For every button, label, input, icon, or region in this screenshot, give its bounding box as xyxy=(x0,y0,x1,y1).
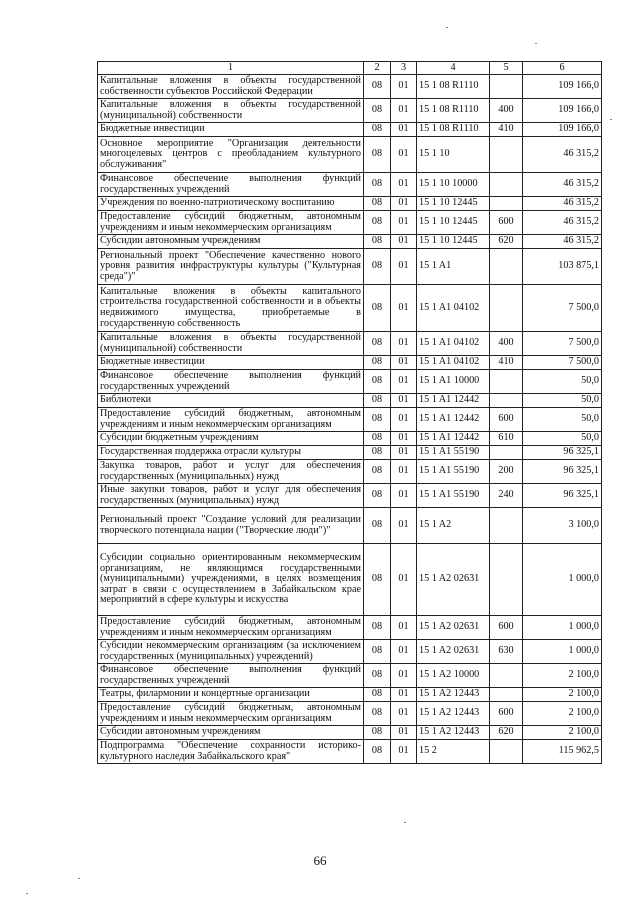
subsection-code: 01 xyxy=(391,197,417,211)
section-code: 08 xyxy=(364,137,391,173)
row-name: Подпрограмма "Обеспечение сохранности историко-культурного наследия Забайкальского края" xyxy=(98,740,364,764)
table-row xyxy=(98,249,602,285)
subsection-code: 01 xyxy=(391,544,417,616)
row-name: Финансовое обеспечение выполнения функций государственных учреждений xyxy=(98,370,364,394)
expense-type-code: 600 xyxy=(490,616,523,640)
expense-type-code: 400 xyxy=(490,99,523,123)
target-article-code: 15 1 A1 xyxy=(417,249,490,285)
budget-table xyxy=(97,61,602,764)
table-row xyxy=(98,235,602,249)
section-code: 08 xyxy=(364,370,391,394)
header-cell: 3 xyxy=(391,62,417,75)
table-row xyxy=(98,408,602,432)
expense-type-code xyxy=(490,544,523,616)
subsection-code: 01 xyxy=(391,688,417,702)
row-name: Театры, филармонии и концертные организации xyxy=(98,688,364,702)
row-name: Субсидии социально ориентированным некоммерческим организациям, не являющимся государственными (муниципальными) учреждениями, в целях возмещения затрат в связи с осуществлением в Забайкальском крае мероприятий в сфере культуры и искусства xyxy=(98,544,364,616)
subsection-code: 01 xyxy=(391,370,417,394)
subsection-code: 01 xyxy=(391,356,417,370)
section-code: 08 xyxy=(364,460,391,484)
target-article-code: 15 1 A1 55190 xyxy=(417,484,490,508)
section-code: 08 xyxy=(364,508,391,544)
row-name: Учреждения по военно-патриотическому воспитанию xyxy=(98,197,364,211)
subsection-code: 01 xyxy=(391,616,417,640)
table-row xyxy=(98,446,602,460)
target-article-code: 15 1 10 10000 xyxy=(417,173,490,197)
expense-type-code xyxy=(490,173,523,197)
amount: 7 500,0 xyxy=(523,285,602,332)
table-row xyxy=(98,75,602,99)
row-name: Государственная поддержка отрасли культуры xyxy=(98,446,364,460)
subsection-code: 01 xyxy=(391,484,417,508)
header-cell: 5 xyxy=(490,62,523,75)
row-name: Капитальные вложения в объекты государственной (муниципальной) собственности xyxy=(98,99,364,123)
target-article-code: 15 1 A2 12443 xyxy=(417,726,490,740)
expense-type-code xyxy=(490,740,523,764)
table-row xyxy=(98,616,602,640)
table-row xyxy=(98,702,602,726)
expense-type-code: 610 xyxy=(490,432,523,446)
amount: 1 000,0 xyxy=(523,544,602,616)
target-article-code: 15 2 xyxy=(417,740,490,764)
subsection-code: 01 xyxy=(391,394,417,408)
target-article-code: 15 1 A1 12442 xyxy=(417,432,490,446)
section-code: 08 xyxy=(364,726,391,740)
expense-type-code xyxy=(490,688,523,702)
row-name: Предоставление субсидий бюджетным, автономным учреждениям и иным некоммерческим организациям xyxy=(98,616,364,640)
subsection-code: 01 xyxy=(391,726,417,740)
expense-type-code: 620 xyxy=(490,235,523,249)
target-article-code: 15 1 A1 12442 xyxy=(417,394,490,408)
section-code: 08 xyxy=(364,740,391,764)
target-article-code: 15 1 08 R1110 xyxy=(417,123,490,137)
table-row xyxy=(98,173,602,197)
table-row xyxy=(98,688,602,702)
expense-type-code xyxy=(490,75,523,99)
row-name: Региональный проект "Создание условий для реализации творческого потенциала нации ("Творческие люди")" xyxy=(98,508,364,544)
table-row xyxy=(98,356,602,370)
section-code: 08 xyxy=(364,484,391,508)
amount: 3 100,0 xyxy=(523,508,602,544)
target-article-code: 15 1 A2 10000 xyxy=(417,664,490,688)
section-code: 08 xyxy=(364,702,391,726)
expense-type-code xyxy=(490,664,523,688)
scan-speck xyxy=(78,878,80,879)
target-article-code: 15 1 10 xyxy=(417,137,490,173)
header-cell: 6 xyxy=(523,62,602,75)
subsection-code: 01 xyxy=(391,664,417,688)
expense-type-code: 410 xyxy=(490,123,523,137)
amount: 50,0 xyxy=(523,432,602,446)
target-article-code: 15 1 A1 55190 xyxy=(417,460,490,484)
header-cell: 4 xyxy=(417,62,490,75)
amount: 2 100,0 xyxy=(523,664,602,688)
scan-speck xyxy=(404,822,406,823)
section-code: 08 xyxy=(364,432,391,446)
header-cell: 2 xyxy=(364,62,391,75)
subsection-code: 01 xyxy=(391,740,417,764)
amount: 103 875,1 xyxy=(523,249,602,285)
expense-type-code xyxy=(490,137,523,173)
subsection-code: 01 xyxy=(391,75,417,99)
subsection-code: 01 xyxy=(391,123,417,137)
target-article-code: 15 1 A2 12443 xyxy=(417,702,490,726)
expense-type-code: 600 xyxy=(490,702,523,726)
expense-type-code xyxy=(490,370,523,394)
section-code: 08 xyxy=(364,285,391,332)
expense-type-code: 410 xyxy=(490,356,523,370)
expense-type-code: 630 xyxy=(490,640,523,664)
target-article-code: 15 1 A1 04102 xyxy=(417,332,490,356)
section-code: 08 xyxy=(364,75,391,99)
expense-type-code xyxy=(490,394,523,408)
scan-speck xyxy=(535,43,537,44)
row-name: Капитальные вложения в объекты капитального строительства государственной собственности и в объекты недвижимого имущества, приобретаемые в государственную собственность xyxy=(98,285,364,332)
amount: 50,0 xyxy=(523,370,602,394)
expense-type-code: 400 xyxy=(490,332,523,356)
row-name: Предоставление субсидий бюджетным, автономным учреждениям и иным некоммерческим организациям xyxy=(98,702,364,726)
table-body xyxy=(98,75,602,764)
section-code: 08 xyxy=(364,249,391,285)
amount: 109 166,0 xyxy=(523,99,602,123)
table-row xyxy=(98,484,602,508)
target-article-code: 15 1 A1 10000 xyxy=(417,370,490,394)
amount: 109 166,0 xyxy=(523,75,602,99)
row-name: Субсидии автономным учреждениям xyxy=(98,235,364,249)
expense-type-code: 240 xyxy=(490,484,523,508)
amount: 1 000,0 xyxy=(523,640,602,664)
subsection-code: 01 xyxy=(391,640,417,664)
expense-type-code: 200 xyxy=(490,460,523,484)
subsection-code: 01 xyxy=(391,235,417,249)
row-name: Субсидии автономным учреждениям xyxy=(98,726,364,740)
amount: 115 962,5 xyxy=(523,740,602,764)
target-article-code: 15 1 10 12445 xyxy=(417,211,490,235)
table-row xyxy=(98,197,602,211)
table-row xyxy=(98,370,602,394)
target-article-code: 15 1 08 R1110 xyxy=(417,75,490,99)
expense-type-code: 620 xyxy=(490,726,523,740)
target-article-code: 15 1 A1 04102 xyxy=(417,285,490,332)
amount: 46 315,2 xyxy=(523,173,602,197)
amount: 46 315,2 xyxy=(523,197,602,211)
subsection-code: 01 xyxy=(391,508,417,544)
target-article-code: 15 1 10 12445 xyxy=(417,235,490,249)
amount: 2 100,0 xyxy=(523,688,602,702)
section-code: 08 xyxy=(364,664,391,688)
amount: 2 100,0 xyxy=(523,726,602,740)
expense-type-code xyxy=(490,285,523,332)
row-name: Финансовое обеспечение выполнения функций государственных учреждений xyxy=(98,173,364,197)
section-code: 08 xyxy=(364,197,391,211)
table-row xyxy=(98,640,602,664)
subsection-code: 01 xyxy=(391,249,417,285)
table-row xyxy=(98,664,602,688)
subsection-code: 01 xyxy=(391,446,417,460)
row-name: Капитальные вложения в объекты государственной (муниципальной) собственности xyxy=(98,332,364,356)
subsection-code: 01 xyxy=(391,332,417,356)
expense-type-code xyxy=(490,249,523,285)
table-row xyxy=(98,432,602,446)
amount: 109 166,0 xyxy=(523,123,602,137)
amount: 46 315,2 xyxy=(523,137,602,173)
section-code: 08 xyxy=(364,544,391,616)
expense-type-code xyxy=(490,197,523,211)
target-article-code: 15 1 A2 02631 xyxy=(417,640,490,664)
expense-type-code: 600 xyxy=(490,408,523,432)
table-row xyxy=(98,394,602,408)
section-code: 08 xyxy=(364,408,391,432)
subsection-code: 01 xyxy=(391,460,417,484)
target-article-code: 15 1 10 12445 xyxy=(417,197,490,211)
table-row xyxy=(98,99,602,123)
table-row xyxy=(98,211,602,235)
subsection-code: 01 xyxy=(391,137,417,173)
subsection-code: 01 xyxy=(391,173,417,197)
header-cell: 1 xyxy=(98,62,364,75)
amount: 2 100,0 xyxy=(523,702,602,726)
row-name: Библиотеки xyxy=(98,394,364,408)
amount: 1 000,0 xyxy=(523,616,602,640)
table-row xyxy=(98,508,602,544)
subsection-code: 01 xyxy=(391,285,417,332)
subsection-code: 01 xyxy=(391,99,417,123)
amount: 50,0 xyxy=(523,408,602,432)
amount: 96 325,1 xyxy=(523,446,602,460)
page-number: 66 xyxy=(313,853,327,868)
table-row xyxy=(98,123,602,137)
section-code: 08 xyxy=(364,99,391,123)
section-code: 08 xyxy=(364,356,391,370)
row-name: Предоставление субсидий бюджетным, автономным учреждениям и иным некоммерческим организациям xyxy=(98,211,364,235)
target-article-code: 15 1 A2 02631 xyxy=(417,616,490,640)
table-row xyxy=(98,544,602,616)
target-article-code: 15 1 A2 12443 xyxy=(417,688,490,702)
amount: 96 325,1 xyxy=(523,484,602,508)
amount: 96 325,1 xyxy=(523,460,602,484)
section-code: 08 xyxy=(364,616,391,640)
amount: 7 500,0 xyxy=(523,356,602,370)
target-article-code: 15 1 A2 xyxy=(417,508,490,544)
subsection-code: 01 xyxy=(391,211,417,235)
expense-type-code xyxy=(490,508,523,544)
section-code: 08 xyxy=(364,640,391,664)
section-code: 08 xyxy=(364,394,391,408)
row-name: Закупка товаров, работ и услуг для обеспечения государственных (муниципальных) нужд xyxy=(98,460,364,484)
section-code: 08 xyxy=(364,446,391,460)
section-code: 08 xyxy=(364,211,391,235)
header-row xyxy=(98,62,602,75)
subsection-code: 01 xyxy=(391,432,417,446)
section-code: 08 xyxy=(364,173,391,197)
amount: 7 500,0 xyxy=(523,332,602,356)
expense-type-code: 600 xyxy=(490,211,523,235)
subsection-code: 01 xyxy=(391,702,417,726)
target-article-code: 15 1 08 R1110 xyxy=(417,99,490,123)
row-name: Основное мероприятие "Организация деятельности многоцелевых центров с преобладанием культурного обслуживания" xyxy=(98,137,364,173)
table-row xyxy=(98,285,602,332)
scan-speck xyxy=(26,893,28,894)
amount: 46 315,2 xyxy=(523,235,602,249)
table-row xyxy=(98,726,602,740)
row-name: Бюджетные инвестиции xyxy=(98,123,364,137)
row-name: Иные закупки товаров, работ и услуг для обеспечения государственных (муниципальных) нужд xyxy=(98,484,364,508)
row-name: Субсидии бюджетным учреждениям xyxy=(98,432,364,446)
target-article-code: 15 1 A2 02631 xyxy=(417,544,490,616)
section-code: 08 xyxy=(364,688,391,702)
target-article-code: 15 1 A1 12442 xyxy=(417,408,490,432)
section-code: 08 xyxy=(364,235,391,249)
section-code: 08 xyxy=(364,123,391,137)
amount: 50,0 xyxy=(523,394,602,408)
target-article-code: 15 1 A1 04102 xyxy=(417,356,490,370)
row-name: Финансовое обеспечение выполнения функций государственных учреждений xyxy=(98,664,364,688)
row-name: Предоставление субсидий бюджетным, автономным учреждениям и иным некоммерческим организациям xyxy=(98,408,364,432)
table-row xyxy=(98,460,602,484)
subsection-code: 01 xyxy=(391,408,417,432)
row-name: Бюджетные инвестиции xyxy=(98,356,364,370)
amount: 46 315,2 xyxy=(523,211,602,235)
row-name: Региональный проект "Обеспечение качественно нового уровня развития инфраструктуры культуры ("Культурная среда")" xyxy=(98,249,364,285)
expense-type-code xyxy=(490,446,523,460)
section-code: 08 xyxy=(364,332,391,356)
scan-speck xyxy=(610,119,612,120)
table-row xyxy=(98,740,602,764)
table-row xyxy=(98,137,602,173)
row-name: Капитальные вложения в объекты государственной собственности субъектов Российской Федерации xyxy=(98,75,364,99)
table-row xyxy=(98,332,602,356)
scan-speck xyxy=(446,27,448,28)
row-name: Субсидии некоммерческим организациям (за исключением государственных (муниципальных) учреждений) xyxy=(98,640,364,664)
target-article-code: 15 1 A1 55190 xyxy=(417,446,490,460)
